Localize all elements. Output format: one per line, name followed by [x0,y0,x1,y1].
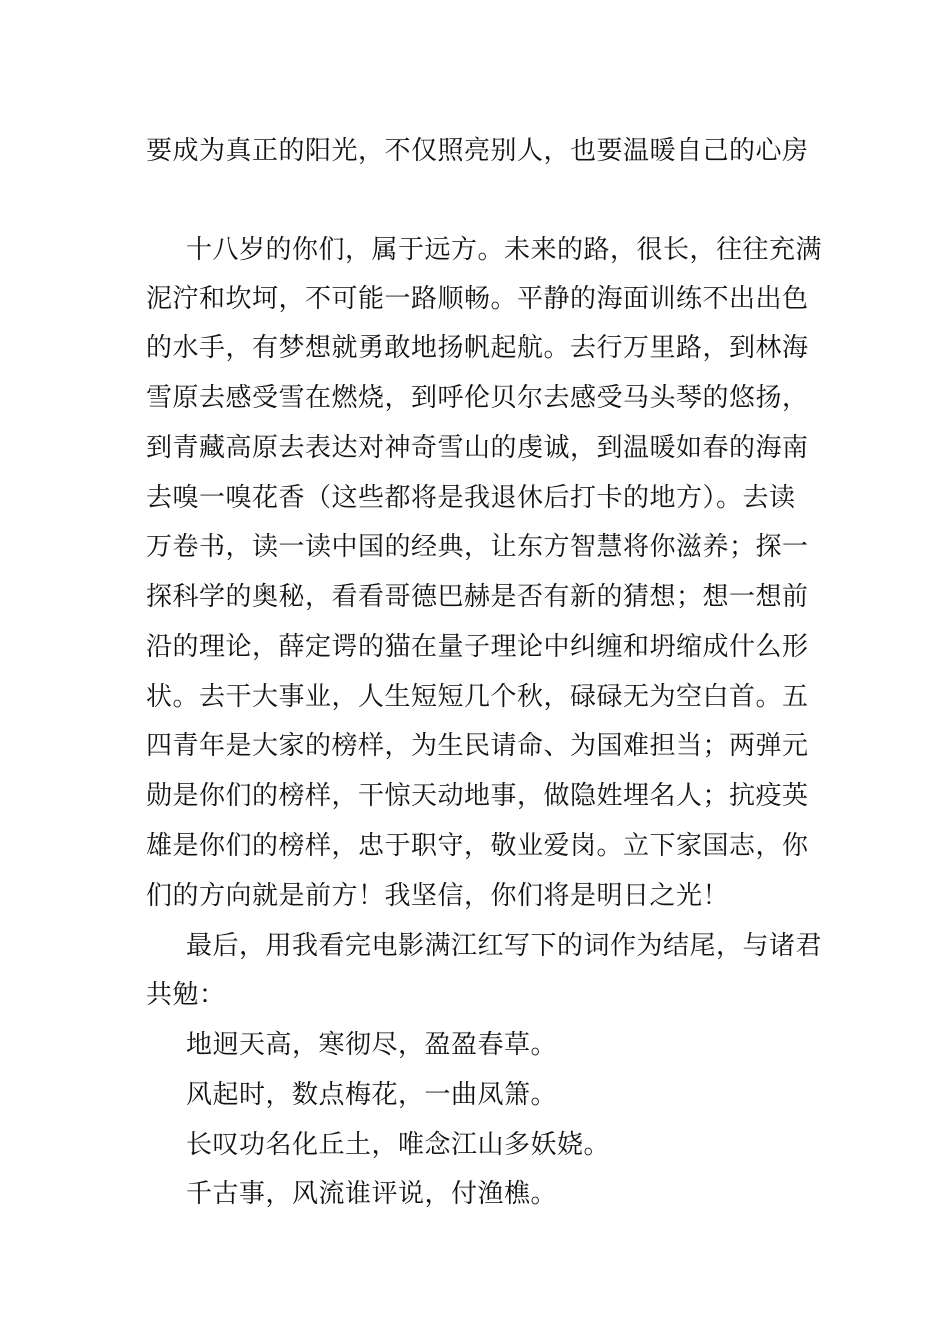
paragraph-line: 十八岁的你们，属于远方。未来的路，很长，往往充满 [186,235,823,265]
paragraph-line: 探科学的奥秘，看看哥德巴赫是否有新的猜想；想一想前 [146,582,809,612]
paragraph-line: 状。去干大事业，人生短短几个秋，碌碌无为空白首。五 [146,682,809,712]
paragraph-line: 到青藏高原去表达对神奇雪山的虔诚，到温暖如春的海南 [146,433,809,463]
paragraph-line: 四青年是大家的榜样，为生民请命、为国难担当；两弹元 [146,731,809,761]
paragraph-line: 最后，用我看完电影满江红写下的词作为结尾，与诸君 [186,931,823,961]
paragraph-line: 们的方向就是前方！我坚信，你们将是明日之光！ [146,881,730,911]
paragraph-line: 勋是你们的榜样，干惊天动地事，做隐姓埋名人；抗疫英 [146,781,809,811]
paragraph-line: 雄是你们的榜样，忠于职守，敬业爱岗。立下家国志，你 [146,831,809,861]
poem-line: 千古事，风流谁评说，付渔樵。 [186,1179,558,1209]
poem-line: 长叹功名化丘土，唯念江山多妖娆。 [186,1130,611,1160]
paragraph-line: 雪原去感受雪在燃烧，到呼伦贝尔去感受马头琴的悠扬， [146,383,809,413]
paragraph-line: 的水手，有梦想就勇敢地扬帆起航。去行万里路，到林海 [146,333,809,363]
poem-line: 风起时，数点梅花，一曲凤箫。 [186,1080,558,1110]
paragraph-line: 万卷书，读一读中国的经典，让东方智慧将你滋养；探一 [146,532,809,562]
paragraph-line: 共勉： [146,980,226,1010]
heading-line: 要成为真正的阳光，不仅照亮别人，也要温暖自己的心房 [146,136,809,166]
paragraph-line: 沿的理论，薛定谔的猫在量子理论中纠缠和坍缩成什么形 [146,632,809,662]
paragraph-line: 去嗅一嗅花香（这些都将是我退休后打卡的地方）。去读 [146,483,796,513]
paragraph-line: 泥泞和坎坷，不可能一路顺畅。平静的海面训练不出出色 [146,284,809,314]
poem-line: 地迥天高，寒彻尽，盈盈春草。 [186,1030,558,1060]
